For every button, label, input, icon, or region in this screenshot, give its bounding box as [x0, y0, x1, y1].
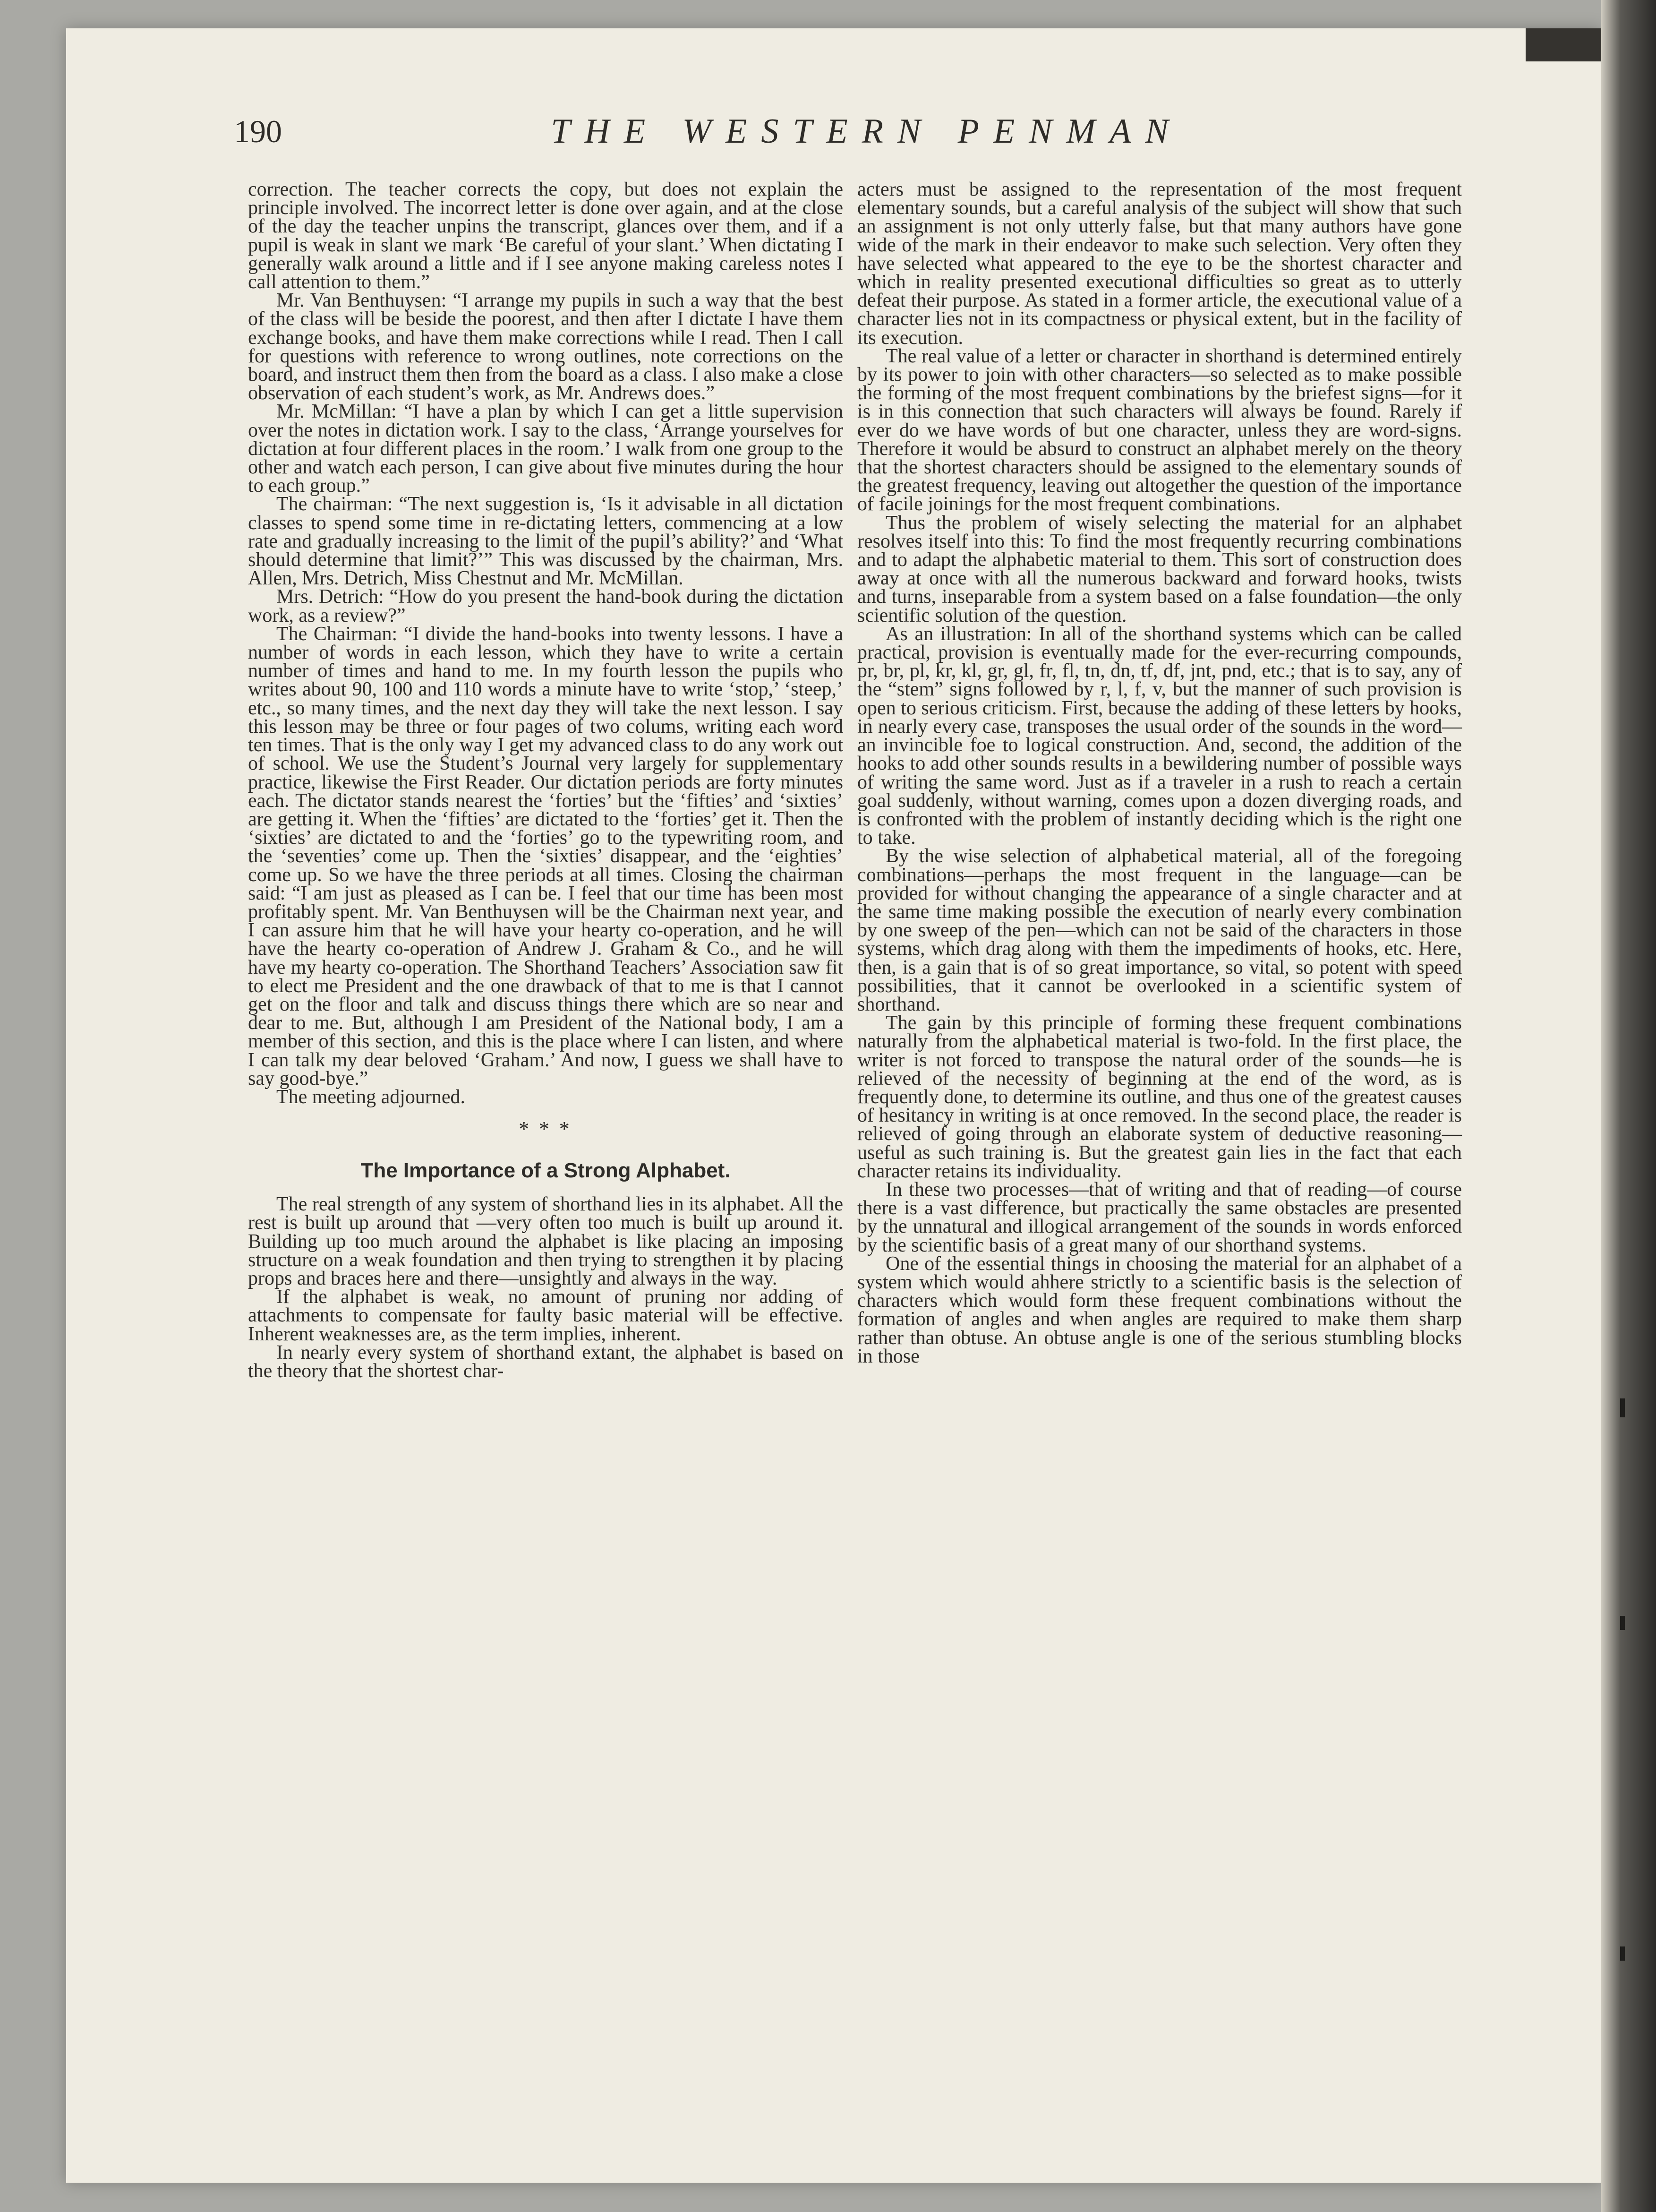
paragraph: Mr. McMillan: “I have a plan by which I can get a little supervision over the notes in dictation work. I say to the class, ‘Arrange yourselves for dictation at four different places in the room.’ I walk from one group to the other and watch each person, I can give about five minutes during the hour to each group.” — [248, 401, 843, 497]
edge-mark — [1620, 1616, 1625, 1630]
corner-shadow — [1526, 28, 1601, 61]
paragraph: Mrs. Detrich: “How do you present the hand-book during the dictation work, as a review?” — [248, 586, 843, 626]
paragraph: correction. The teacher corrects the copy, but does not explain the principle involved. The incorrect letter is done over again, and at the close of the day the teacher unpins the transcript, glances over them, and if a pupil is weak in slant we mark ‘Be careful of your slant.’ When dictating I generally walk around a little and if I see anyone making careless notes I call attention to them.” — [248, 179, 843, 293]
right-column — [857, 180, 1462, 1366]
paragraph: The meeting adjourned. — [276, 1086, 466, 1108]
edge-mark — [1620, 1398, 1625, 1417]
paragraph: One of the essential things in choosing the material for an alphabet of a system which would ahhere strictly to a scientific basis is the selection of characters which would form these frequent combinations without the formation of angles and when angles are required to make them sharp rather than obtuse. An obtuse angle is one of the serious stumbling blocks in those — [857, 1252, 1462, 1367]
paragraph: In these two processes—that of writing and that of reading—of course there is a vast difference, but practically the same obstacles are presented by the unnatural and illogical arrangement of the sounds in words enforced by the scientific basis of a great many of our shorthand systems. — [857, 1178, 1462, 1256]
left-column — [248, 180, 843, 1380]
section-separator: * * * — [519, 1117, 572, 1141]
article-paragraph: In nearly every system of shorthand extant, the alphabet is based on the theory that the shortest char- — [248, 1341, 843, 1382]
article-paragraph: The real strength of any system of shorthand lies in its alphabet. All the rest is built up around that —very often too much is built up around it. Building up too much around the alphabet is like placing an imposing structure on a weak foundation and then trying to strengthen it by placing props and braces here and there—unsightly and always in the way. — [248, 1193, 843, 1289]
paragraph: By the wise selection of alphabetical material, all of the foregoing combinations—perhaps the most frequent in the language—can be provided for without changing the appearance of a single character and at the same time making possible the execution of nearly every combination by one sweep of the pen—which can not be said of the characters in those systems, which drag along with them the impediments of hooks, etc. Here, then, is a gain that is of so great importance, so vital, so potent with speed possibilities, that it cannot be overlooked in a scientific system of shorthand. — [857, 845, 1462, 1015]
paragraph: acters must be assigned to the representation of the most frequent elementary sounds, but a careful analysis of the subject will show that such an assignment is not only utterly false, but that many authors have gone wide of the mark in their endeavor to make such selection. Very often they have selected what appeared to the eye to be the shortest character and which in reality presented executional difficulties so great as to utterly defeat their purpose. As stated in a former article, the executional value of a character lies not in its compactness or physical extent, but in the facility of its execution. — [857, 179, 1462, 349]
paragraph: The gain by this principle of forming these frequent combinations naturally from the alphabetical material is two-fold. In the first place, the writer is not forced to transpose the natural order of the sounds—he is relieved of the necessity of beginning at the end of the word, as is frequently done, to determine its outline, and thus one of the greatest causes of hesitancy in writing is at once removed. In the second place, the reader is relieved of going through an elaborate system of deductive reasoning—useful as such training is. But the greatest gain lies in the fact that each character retains its individuality. — [857, 1012, 1462, 1182]
paragraph: The chairman: “The next suggestion is, ‘Is it advisable in all dictation classes to spend some time in re-dictating letters, commencing at a low rate and gradually increasing to the limit of the pupil’s ability?’ and ‘What should determine that limit?’” This was discussed by the chairman, Mrs. Allen, Mrs. Detrich, Miss Chestnut and Mr. McMillan. — [248, 493, 843, 590]
paragraph: The real value of a letter or character in shorthand is determined entirely by its power to join with other characters—so selected as to make possible the forming of the most frequent combinations by the briefest signs—for it is in this connection that such characters will always be found. Rarely if ever do we have words of but one character, unless they are word-signs. Therefore it would be absurd to construct an alphabet merely on the theory that the shortest characters should be assigned to the elementary sounds of the greatest frequency, leaving out altogether the question of the importance of facile joinings for the most frequent combinations. — [857, 345, 1462, 515]
page-number: 190 — [234, 113, 282, 149]
article-paragraph: If the alphabet is weak, no amount of pruning nor adding of attachments to compensate for faulty basic material will be effective. Inherent weaknesses are, as the term implies, inherent. — [248, 1286, 843, 1345]
paragraph: Mr. Van Benthuysen: “I arrange my pupils in such a way that the best of the class will be beside the poorest, and then after I dictate I have them exchange books, and have them make corrections while I read. Then I call for questions with reference to wrong outlines, note corrections on the board, and instruct them then from the board as a class. I also make a close observation of each student’s work, as Mr. Andrews does.” — [248, 290, 843, 404]
binding-edge — [1601, 0, 1656, 2212]
article-heading: The Importance of a Strong Alphabet. — [360, 1159, 731, 1183]
paragraph: Thus the problem of wisely selecting the material for an alphabet resolves itself into this: To find the most frequently recurring combinations and to adapt the alphabetic material to them. This sort of construction does away at once with all the numerous backward and forward hooks, twists and turns, inseparable from a system based on a false foundation—the only scientific solution of the question. — [857, 512, 1462, 626]
running-title: THE WESTERN PENMAN — [551, 112, 1183, 151]
page-header — [234, 108, 1471, 160]
edge-mark — [1620, 1946, 1625, 1961]
paragraph: As an illustration: In all of the shorthand systems which can be called practical, provision is eventually made for the ever-recurring compounds, pr, br, pl, kr, kl, gr, gl, fr, fl, tn, dn, tf, df, jnt, pnd, etc.; that is to say, any of the “stem” signs followed by r, l, f, v, but the manner of such provision is open to serious criticism. First, because the adding of these letters by hooks, in nearly every case, transposes the usual order of the sounds in the word—an invincible foe to logical construction. And, second, the addition of the hooks to add other sounds results in a bewildering number of possible ways of writing the same word. Just as if a traveler in a rush to reach a certain goal suddenly, without warning, comes upon a dozen diverging roads, and is confronted with the problem of instantly deciding which is the right one to take. — [857, 623, 1462, 849]
paragraph: The Chairman: “I divide the hand-books into twenty lessons. I have a number of words in each lesson, which they have to write a certain number of times and hand to me. In my fourth lesson the pupils who writes about 90, 100 and 110 words a minute have to write ‘stop,’ ‘steep,’ etc., so many times, and the next day they will take the next lesson. I say this lesson may be three or four pages of two colums, writing each word ten times. That is the only way I get my advanced class to do any work out of school. We use the Student’s Journal very largely for supplementary practice, likewise the First Reader. Our dictation periods are forty minutes each. The dictator stands nearest the ‘forties’ but the ‘fifties’ and ‘sixties’ are getting it. When the ‘fifties’ are dictated to the ‘forties’ get it. Then the ‘sixties’ are dictated to and the ‘forties’ go to the typewriting room, and the ‘seventies’ come up. Then the ‘sixties’ disappear, and the ‘eighties’ come up. So we have the three periods at all times. Closing the chairman said: “I am just as pleased as I can be. I feel that our time has been most profitably spent. Mr. Van Benthuysen will be the Chairman next year, and I can assure him that he will have your hearty co-operation, and he will have the hearty co-operation of Andrew J. Graham & Co., and he will have my hearty co-operation. The Shorthand Teachers’ Association saw fit to elect me President and the one drawback of that to me is that I cannot get on the floor and talk and discuss things there which are so near and dear to me. But, although I am President of the National body, I am a member of this section, and this is the place where I can listen, and where I can talk my dear beloved ‘Graham.’ And now, I guess we shall have to say good-bye.” — [248, 623, 843, 1089]
